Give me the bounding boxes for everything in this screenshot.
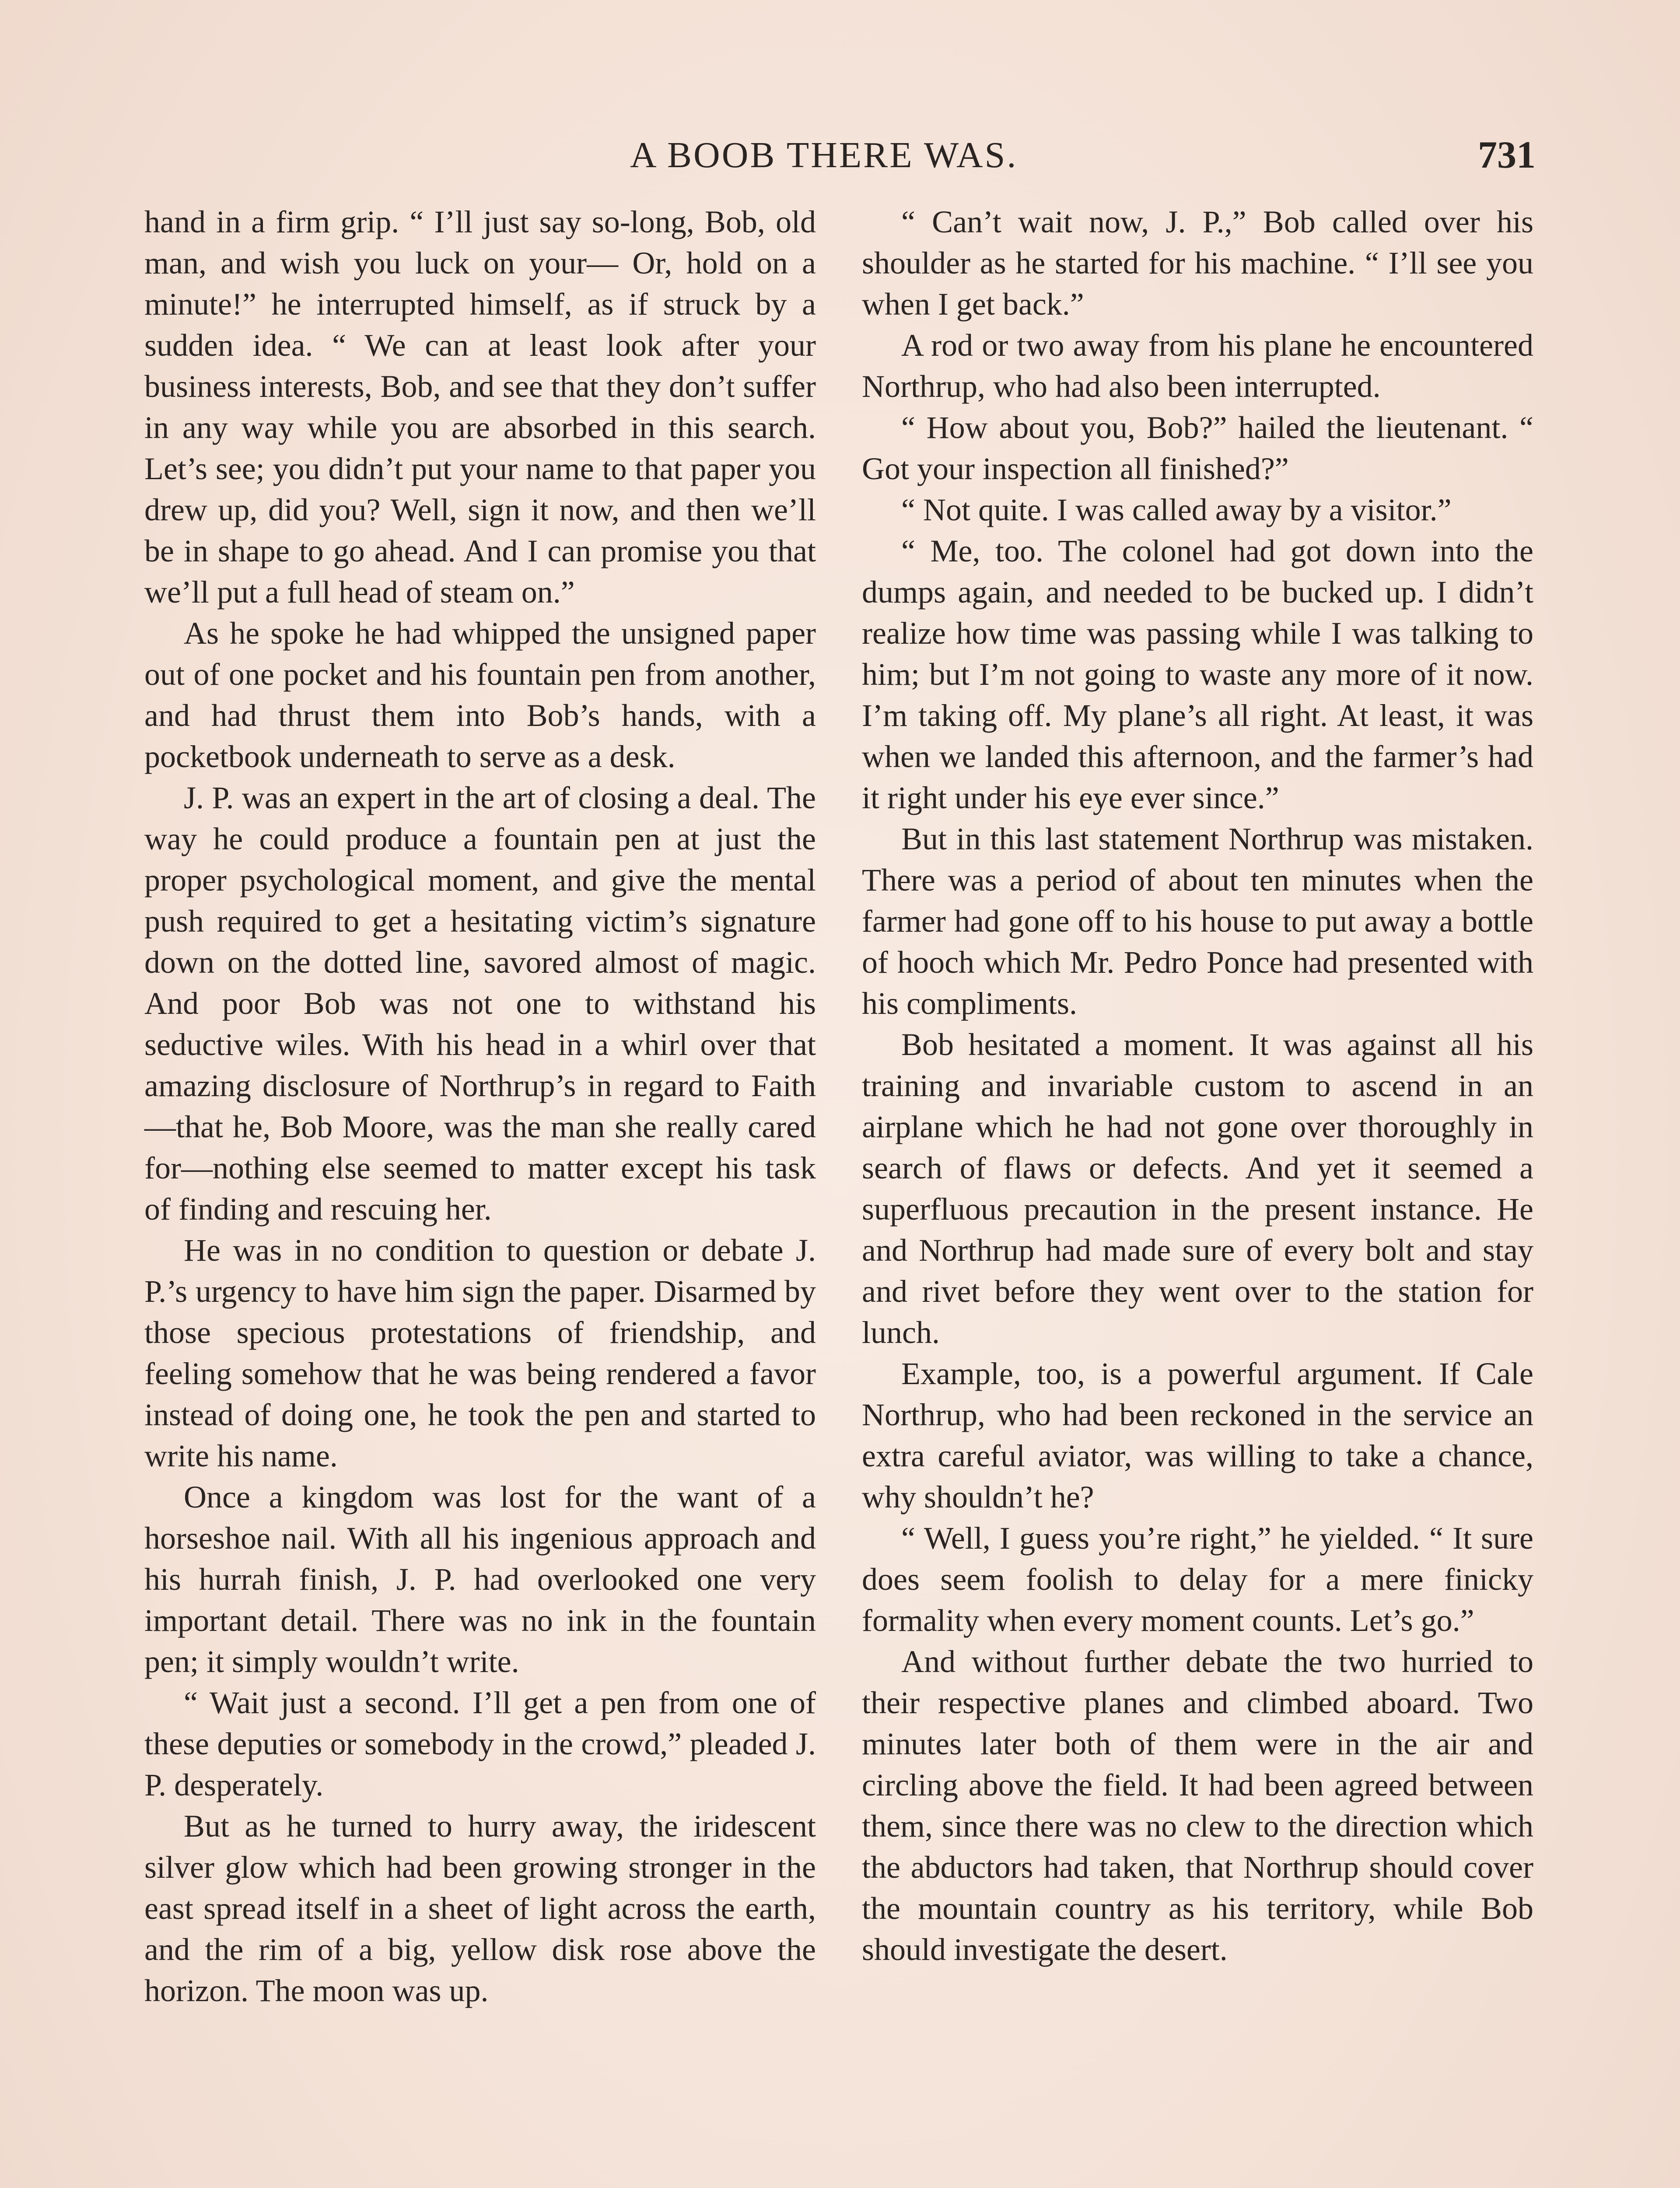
text-columns: [144, 201, 1544, 2188]
paragraph: J. P. was an expert in the art of closing a deal. The way he could produce a fountain pen at just the proper psychological moment, and give the mental push required to get a hesitating victim’s signature down on the dotted line, savored almost of magic. And poor Bob was not one to withstand his seductive wiles. With his head in a whirl over that amazing disclosure of Northrup’s in regard to Faith—that he, Bob Moore, was the man she really cared for—nothing else seemed to matter except his task of finding and rescuing her.: [144, 780, 816, 1227]
paragraph: “ How about you, Bob?” hailed the lieutenant. “ Got your inspection all finished?”: [862, 410, 1533, 486]
paragraph: But in this last statement Northrup was mistaken. There was a period of about ten minutes when the farmer had gone off to his house to put away a bottle of hooch which Mr. Pedro Ponce had presented with his compliments.: [862, 821, 1533, 1021]
paragraph: He was in no condition to question or debate J. P.’s urgency to have him sign the paper. Disarmed by those specious protestations of friendship, and feeling somehow that he was being rendered a favor instead of doing one, he took the pen and started to write his name.: [144, 1233, 816, 1473]
right-column: [862, 201, 1533, 2188]
paragraph: “ Well, I guess you’re right,” he yielded. “ It sure does seem foolish to delay for a mere finicky formality when every moment counts. Let’s go.”: [862, 1521, 1533, 1638]
paragraph: Example, too, is a powerful argument. If Cale Northrup, who had been reckoned in the service an extra careful aviator, was willing to take a chance, why shouldn’t he?: [862, 1356, 1533, 1515]
running-title: A BOOB THERE WAS.: [630, 135, 1018, 175]
paragraph: As he spoke he had whipped the unsigned paper out of one pocket and his fountain pen from another, and had thrust them into Bob’s hands, with a pocketbook underneath to serve as a desk.: [144, 616, 816, 774]
paragraph: Bob hesitated a moment. It was against all his training and invariable custom to ascend in an airplane which he had not gone over thoroughly in search of flaws or defects. And yet it seemed a superfluous precaution in the present instance. He and Northrup had made sure of every bolt and stay and rivet before they went over to the station for lunch.: [862, 1027, 1533, 1350]
paragraph: But as he turned to hurry away, the iridescent silver glow which had been growing stronger in the east spread itself in a sheet of light across the earth, and the rim of a big, yellow disk rose above the horizon. The moon was up.: [144, 1809, 816, 2008]
paragraph: “ Can’t wait now, J. P.,” Bob called over his shoulder as he started for his machine. “ I’ll see you when I get back.”: [862, 204, 1533, 322]
paragraph: hand in a firm grip. “ I’ll just say so-long, Bob, old man, and wish you luck on your— Or, hold on a minute!” he interrupted himself, as if struck by a sudden idea. “ We can at least look after your business interests, Bob, and see that they don’t suffer in any way while you are absorbed in this search. Let’s see; you didn’t put your name to that paper you drew up, did you? Well, sign it now, and then we’ll be in shape to go ahead. And I can promise you that we’ll put a full head of steam on.”: [144, 204, 816, 610]
paragraph: Once a kingdom was lost for the want of a horseshoe nail. With all his ingenious approach and his hurrah finish, J. P. had overlooked one very important detail. There was no ink in the fountain pen; it simply wouldn’t write.: [144, 1480, 816, 1679]
paragraph: “ Wait just a second. I’ll get a pen from one of these deputies or somebody in the crowd,” pleaded J. P. desperately.: [144, 1685, 816, 1802]
left-column: [144, 201, 816, 2188]
paragraph: “ Me, too. The colonel had got down into the dumps again, and needed to be bucked up. I didn’t realize how time was passing while I was talking to him; but I’m not going to waste any more of it now. I’m taking off. My plane’s all right. At least, it was when we landed this afternoon, and the farmer’s had it right under his eye ever since.”: [862, 533, 1533, 815]
page-number: 731: [1478, 134, 1536, 176]
paragraph: And without further debate the two hurried to their respective planes and climbed aboard. Two minutes later both of them were in the air and circling above the field. It had been agreed between them, since there was no clew to the direction which the abductors had taken, that Northrup should cover the mountain country as his territory, while Bob should investigate the desert.: [862, 1644, 1533, 1967]
paragraph: “ Not quite. I was called away by a visitor.”: [901, 492, 1452, 527]
paragraph: A rod or two away from his plane he encountered Northrup, who had also been interrupted.: [862, 328, 1533, 404]
page-header: [144, 131, 1544, 179]
